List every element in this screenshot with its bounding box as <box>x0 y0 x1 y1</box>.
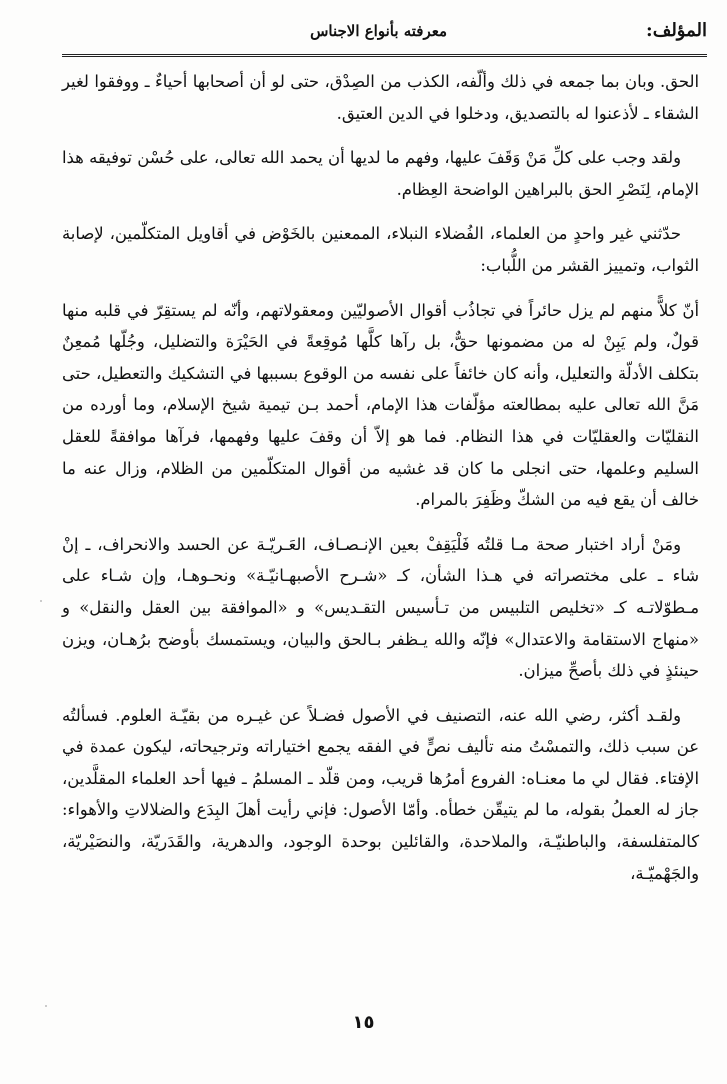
book-title: معرفته بأنواع الاجناس <box>310 22 447 40</box>
page-number: ١٥ <box>352 1012 375 1033</box>
scan-speck <box>40 600 42 602</box>
scan-speck <box>45 1005 47 1007</box>
paragraph-5: ومَنْ أراد اختبار صحة مـا قلتُه فَلْيَقِفْ بعين الإنـصـاف، العَـريّـة عن الحسد والانحراف، ـ إنْ شاء ـ على مختصراته في هـذا الشأن، كـ «شـرح الأصبهـانيّـة» ونحـوهـا، وإن شـاء على مـطوّلاتـه كـ «تخليص التلبيس من تـأسيس التقـديس» و «الموافقة بين العقل والنقل» و «منهاج الاستقامة والاعتدال» فإنّه والله يـظفر بـالحق والبيان، ويستمسك بأوضح برُهـان، ويزن حينئذٍ في ذلك بأصحِّ ميزان. <box>62 534 699 681</box>
paragraph-4: أنّ كلاًّ منهم لم يزل حائراً في تجاذُب أقوال الأصوليّين ومعقولاتهم، وأنّه لم يستقِرّ في قلبه منها قولٌ، ولم يَبِنْ له من مضمونها حقٌّ، بل رآها كلَّها مُوقِعةً في الحَيْرَة والتضليل، وجُلّها مُمعِنٌ بتكلف الأدلّة والتعليل، وأنه كان خائفاً على نفسه من الوقوع بسببها في التشكيك والتعطيل، حتى مَنَّ الله تعالى عليه بمطالعته مؤلّفات هذا الإمام، أحمد بـن تيمية شيخ الإسلام، وما أورده من النقليّات والعقليّات في هذا النظام. فما هو إلاّ أن وقفَ عليها وفهمها، فرآها موافقةً للعقل السليم وعلمها، حتى انجلى ما كان قد غشيه من أقوال المتكلّمين من الظلام، وزال عنه ما خالف أن يقع فيه من الشكّ وظَفِرَ بالمرام. <box>62 300 699 510</box>
body-text <box>62 66 699 902</box>
author-label: المؤلف: <box>646 20 707 41</box>
paragraph-6: ولقـد أكثر، رضي الله عنه، التصنيف في الأصول فضـلاً عن غيـره من بقيّـة العلوم. فسألتُه عن سبب ذلك، والتمسْتُ منه تأليف نصٍّ في الفقه يجمع اختياراته وترجيحاته، ليكون عمدة في الإفتاء. فقال لي ما معنـاه: الفروع أمرُها قريب، ومن قلّد ـ المسلمُ ـ فيها أحد العلماء المقلَّدين، جاز له العملُ بقوله، ما لم يتيقّن خطأه. وأمّا الأصول: فإني رأيت أهلَ البِدَع والضلالاتِ والأهواء: كالمتفلسفة، والباطنيّـة، والملاحدة، والقائلين بوحدة الوجود، والدهرية، والقَدَريّة، والنصَيْريّة، والجَهْميّـة، <box>62 705 699 883</box>
header-rule <box>62 54 707 60</box>
paragraph-1: الحق. وبان بما جمعه في ذلك وألّفه، الكذب من الصِدْق، حتى لو أن أصحابها أحياءٌ ـ ووفقوا لغير الشقاء ـ لأذعنوا له بالتصديق، ودخلوا في الدين العتيق. <box>62 72 699 123</box>
paragraph-2: ولقد وجب على كلِّ مَنْ وَقَفَ عليها، وفهم ما لديها أن يحمد الله تعالى، على حُسْن توفيقه هذا الإمام، لِنَصْرِ الحق بالبراهين الواضحة العِظام. <box>62 148 699 199</box>
paragraph-3: حدّثني غير واحدٍ من العلماء، الفُضلاء النبلاء، الممعنين بالخَوْض في أقاويل المتكلّمين، لإصابة الثواب، وتمييز القشر من اللُّباب: <box>62 224 699 275</box>
running-header <box>62 20 707 50</box>
